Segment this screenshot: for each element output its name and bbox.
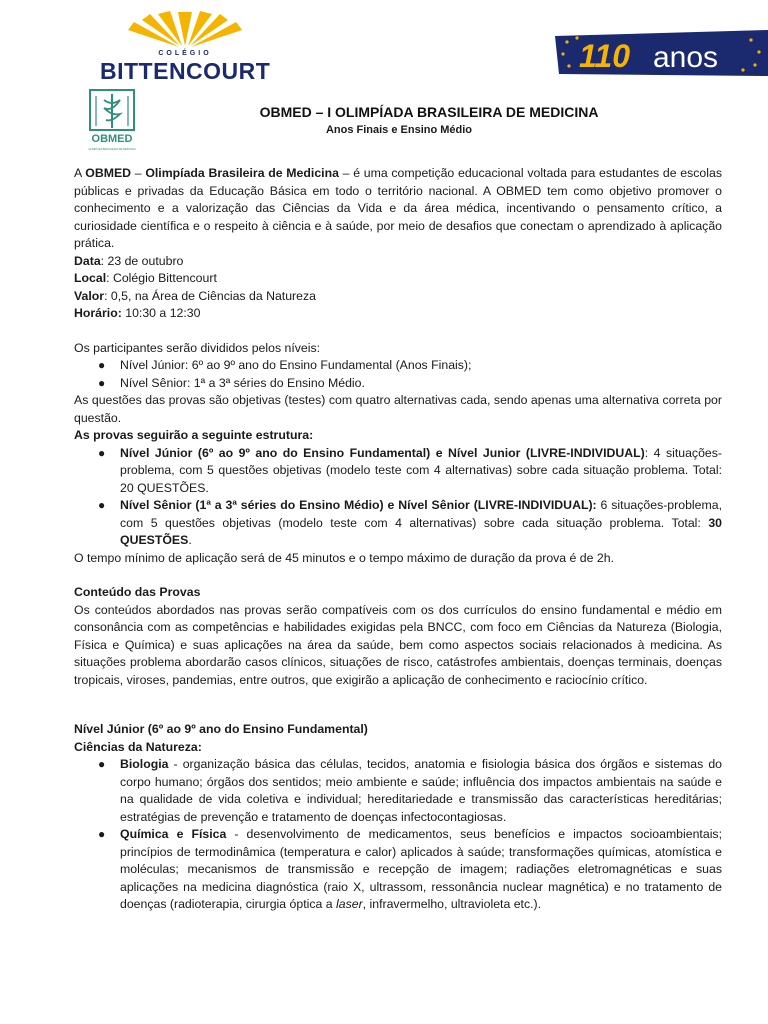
structure-title bbox=[74, 427, 722, 445]
bullet-icon: ● bbox=[98, 445, 106, 460]
value-label: Valor bbox=[74, 288, 105, 303]
document-body bbox=[74, 165, 722, 914]
info-date bbox=[74, 253, 722, 271]
structure-junior-text: : 4 situações-problema, com 5 questões objetivas (modelo teste com 4 alternativas) sobre cada situação problema. Total: 20 QUESTÕES. bbox=[120, 445, 722, 495]
questions-text: As questões das provas são objetivas (testes) com quatro alternativas cada, sendo apenas uma alternativa correta por questão. bbox=[74, 393, 722, 425]
obmed-logo-text: OBMED bbox=[91, 133, 133, 145]
info-time bbox=[74, 305, 722, 323]
spacer bbox=[74, 567, 722, 584]
anniversary-number: 110 bbox=[579, 38, 631, 74]
structure-senior-total: 30 QUESTÕES bbox=[120, 515, 722, 547]
location-value: : Colégio Bittencourt bbox=[106, 271, 217, 285]
content-text: Os conteúdos abordados nas provas serão compatíveis com os dos currículos do ensino fundamental e médio em consonância com as competências e habilidades exigidas pela BNCC, com foco em Ciências da Natureza (Biologia, Física e Química) e suas aplicações na área da saúde, bem como aspectos sociais relacionados à medicina. As situações problema abordarão casos clínicos, situações de risco, catástrofes ambientais, doenças terminais, doenças tropicais, viroses, pandemias, entre outros, que exigirão a aplicação de conhecimento e raciocínio crítico. bbox=[74, 602, 722, 687]
bullet-icon: ● bbox=[98, 498, 106, 512]
sun-rays-icon bbox=[100, 8, 270, 48]
anniversary-banner bbox=[555, 30, 768, 76]
document-subtitle-wrap bbox=[0, 124, 768, 136]
list-item bbox=[74, 756, 722, 826]
structure-title-text: As provas seguirão a seguinte estrutura: bbox=[74, 428, 314, 442]
spacer bbox=[74, 689, 722, 721]
junior-subject bbox=[74, 739, 722, 757]
topic-biology-text: - organização básica das células, tecidos, anatomia e fisiologia básica dos órgãos e sistemas do corpo humano; órgãos dos sentidos; meio ambiente e saúde; influência dos impactos ambientais na saúde e na qualidade de vida coletiva e individual; hereditariedade e transmissão das características hereditárias; estratégias de prevenção e tratamento de doenças infectocontagiosas. bbox=[120, 757, 722, 824]
list-item bbox=[74, 357, 722, 375]
list-item bbox=[74, 826, 722, 914]
intro-obmed: OBMED bbox=[85, 166, 132, 180]
intro-dash: – bbox=[131, 166, 146, 180]
document-title: OBMED – I OLIMPÍADA BRASILEIRA DE MEDICINA bbox=[259, 104, 599, 120]
bullet-icon: ● bbox=[98, 827, 106, 841]
intro-a: A bbox=[74, 166, 86, 180]
date-label: Data bbox=[74, 253, 101, 268]
junior-topics-list bbox=[74, 756, 722, 914]
school-name: BITTENCOURT bbox=[100, 58, 271, 84]
content-title-text: Conteúdo das Provas bbox=[74, 585, 201, 599]
value-value: : 0,5, na Área de Ciências da Natureza bbox=[104, 288, 316, 303]
list-item bbox=[74, 375, 722, 393]
topic-chem-physics-title: Química e Física bbox=[120, 827, 227, 841]
structure-list bbox=[74, 445, 722, 550]
bullet-icon: ● bbox=[98, 358, 106, 372]
bullet-icon: ● bbox=[98, 757, 106, 771]
levels-intro: Os participantes serão divididos pelos níveis: bbox=[74, 340, 321, 355]
junior-subject-text: Ciências da Natureza: bbox=[74, 739, 202, 754]
intro-paragraph bbox=[74, 165, 722, 253]
topic-chem-physics-text-end: , infravermelho, ultravioleta etc.). bbox=[362, 897, 542, 911]
list-item: ● Nível Sênior (1ª a 3ª séries do Ensino Médio) e Nível Sênior (LIVRE-INDIVIDUAL): 6 situações-problema, com 5 questões objetivas (modelo teste com 4 alternativas) sobre cada situação problema. Total: 30 QUESTÕES. bbox=[98, 498, 722, 547]
document-title-wrap bbox=[0, 104, 768, 120]
time-value: 10:30 a 12:30 bbox=[121, 306, 201, 320]
junior-title-text: Nível Júnior (6º ao 9º ano do Ensino Fundamental) bbox=[74, 722, 368, 736]
topic-laser-word: laser bbox=[336, 897, 363, 911]
intro-olympiad-name: Olimpíada Brasileira de Medicina bbox=[145, 166, 339, 180]
info-location bbox=[74, 270, 722, 288]
list-item bbox=[74, 445, 722, 498]
levels-list bbox=[74, 357, 722, 392]
info-value bbox=[74, 288, 722, 306]
obmed-logo bbox=[84, 88, 140, 156]
time-label: Horário: bbox=[74, 306, 122, 320]
bullet-icon: ● bbox=[98, 375, 106, 390]
school-colegio-label: COLÉGIO bbox=[158, 50, 212, 57]
topic-chem-physics-text: - desenvolvimento de medicamentos, seus benefícios e impactos socioambientais; princípios de termodinâmica (temperatura e calor) aplicados à saúde; transformações químicas, atomística e moléculas; mecanismos de transmissão e recepção de imagem; radiações eletromagnéticas e suas aplicações na medicina diagnóstica (raio X, ultrassom, ressonância nuclear magnética) e no tratamento de doenças (radioterapia, cirurgia óptica a bbox=[120, 827, 722, 911]
location-label: Local bbox=[74, 271, 107, 285]
spacer bbox=[74, 323, 722, 340]
structure-senior-text: 6 situações-problema, com 5 questões objetivas (modelo teste com 4 alternativas) sobre cada situação problema. Total: bbox=[120, 498, 722, 530]
obmed-logo-subtext: OLIMPÍADA BRASILEIRA DE MEDICINA bbox=[88, 148, 136, 151]
intro-text: – é uma competição educacional voltada para estudantes de escolas públicas e privadas da Educação Básica em todo o território nacional. A OBMED tem como objetivo promover o conhecimento e a valorização das Ciências da Vida e da área médica, incentivando o pensamento crítico, a curiosidade científica e o respeito à ciência e à saúde, por meio de desafios que conectam o aprendizado à aplicação prática. bbox=[74, 166, 722, 250]
date-value: : 23 de outubro bbox=[100, 253, 184, 268]
topic-biology-title: Biologia bbox=[120, 757, 169, 771]
level-senior: Nível Sênior: 1ª a 3ª séries do Ensino Médio. bbox=[120, 375, 365, 390]
junior-title bbox=[74, 721, 722, 739]
document-subtitle: Anos Finais e Ensino Médio bbox=[325, 124, 473, 136]
level-junior: Nível Júnior: 6º ao 9º ano do Ensino Fundamental (Anos Finais); bbox=[120, 358, 472, 372]
structure-senior-title: Nível Sênior (1ª a 3ª séries do Ensino Médio) e Nível Sênior (LIVRE-INDIVIDUAL): bbox=[120, 498, 597, 512]
structure-junior-title: Nível Júnior (6º ao 9º ano do Ensino Fundamental) e Nível Junior (LIVRE-INDIVIDUAL) bbox=[120, 445, 645, 460]
content-title bbox=[74, 584, 722, 602]
bittencourt-logo bbox=[100, 8, 270, 94]
time-text: O tempo mínimo de aplicação será de 45 minutos e o tempo máximo de duração da prova é de 2h. bbox=[74, 550, 615, 565]
anniversary-word: anos bbox=[653, 41, 719, 74]
